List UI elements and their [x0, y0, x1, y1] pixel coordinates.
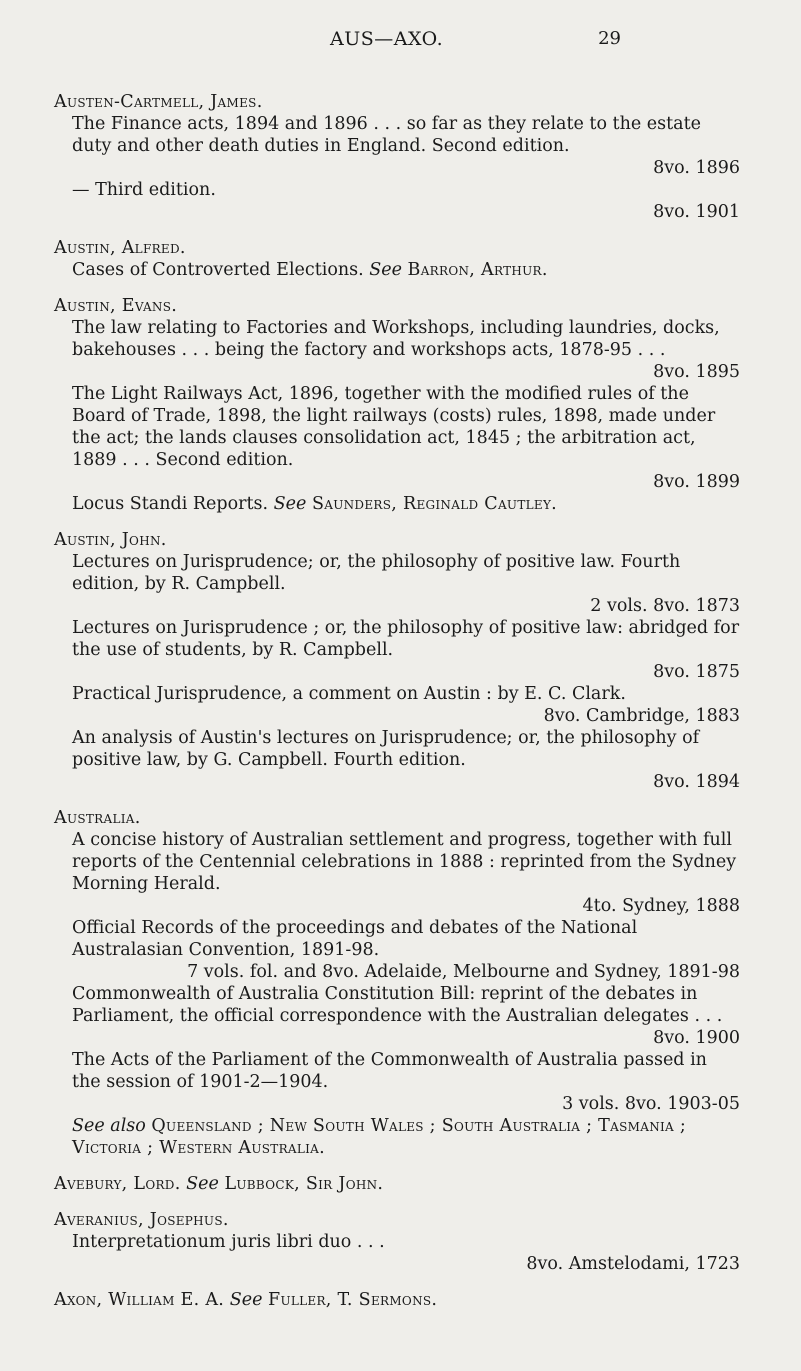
entry-heading-line: [54, 1209, 740, 1231]
item-imprint: 2 vols. 8vo. 1873: [590, 596, 740, 616]
entry-item: [54, 917, 740, 983]
entry-heading: Austin, Evans.: [54, 296, 178, 316]
page-number: 29: [598, 28, 621, 49]
item-title: Locus Standi Reports.: [72, 494, 269, 514]
item-title: The law relating to Factories and Workshops, including laundries, docks, bakehouses . . . being the factory and workshops acts, 1878-95 . . .: [72, 318, 720, 360]
catalogue-entry: [54, 1289, 740, 1311]
entry-heading: Austin, Alfred.: [54, 238, 186, 258]
entry-heading-line: [54, 237, 740, 259]
item-imprint: 8vo. 1894: [653, 772, 740, 792]
entry-heading: Australia.: [54, 808, 141, 828]
catalogue-entry: [54, 1209, 740, 1275]
entry-heading-line: [54, 529, 740, 551]
entry-item: [54, 1049, 740, 1115]
item-title: Practical Jurisprudence, a comment on Austin : by E. C. Clark.: [72, 684, 626, 704]
item-imprint: 3 vols. 8vo. 1903-05: [562, 1094, 740, 1114]
entry-heading: Avebury, Lord.: [54, 1174, 181, 1194]
item-title: — Third edition.: [72, 180, 216, 200]
running-head: AUS—AXO.: [330, 28, 444, 50]
item-title: The Light Railways Act, 1896, together with the modified rules of the Board of Trade, 1898, the light railways (costs) rules, 1898, made under the act; the lands clauses consolidation act, 1845 ; the arbitration act, 1889 . . . Second edition.: [72, 384, 716, 470]
item-imprint: 8vo. 1875: [653, 662, 740, 682]
entry-item: [54, 551, 740, 617]
entry-item: [54, 983, 740, 1049]
cross-reference: Fuller, T. Sermons.: [268, 1290, 438, 1310]
cross-reference: Lubbock, Sir John.: [224, 1174, 384, 1194]
entry-heading-line: [54, 91, 740, 113]
catalogue-entry: [54, 807, 740, 1159]
item-title: Interpretationum juris libri duo . . .: [72, 1232, 385, 1252]
item-title: Lectures on Jurisprudence ; or, the philosophy of positive law: abridged for the use of students, by R. Campbell.: [72, 618, 740, 660]
item-title: A concise history of Australian settlement and progress, together with full reports of the Centennial celebrations in 1888 : reprinted from the Sydney Morning Herald.: [72, 830, 737, 894]
entry-heading: Austin, John.: [54, 530, 167, 550]
item-imprint: 8vo. 1901: [653, 202, 740, 222]
item-imprint: 8vo. 1900: [653, 1028, 740, 1048]
catalogue-entries: [54, 91, 740, 1325]
entry-heading-line: [54, 807, 740, 829]
item-title: The Finance acts, 1894 and 1896 . . . so far as they relate to the estate duty and other death duties in England. Second edition.: [72, 114, 701, 156]
catalogue-entry: [54, 91, 740, 223]
catalogue-entry: [54, 295, 740, 515]
cross-reference: Saunders, Reginald Cautley.: [311, 494, 558, 514]
item-title: Lectures on Jurisprudence; or, the philosophy of positive law. Fourth edition, by R. Campbell.: [72, 552, 681, 594]
see-label: See: [229, 1290, 263, 1310]
item-title: Commonwealth of Australia Constitution Bill: reprint of the debates in Parliament, the official correspondence with the Australian delegates . . .: [72, 984, 723, 1026]
entry-heading-line: [54, 1289, 740, 1311]
item-title: Official Records of the proceedings and debates of the National Australasian Convention, 1891-98.: [72, 918, 638, 960]
entry-item: [54, 683, 740, 727]
cross-reference: Barron, Arthur.: [407, 260, 548, 280]
entry-item: [54, 829, 740, 917]
entry-heading: Austen-Cartmell, James.: [54, 92, 263, 112]
catalogue-entry: [54, 529, 740, 793]
entry-heading: Averanius, Josephus.: [54, 1210, 229, 1230]
entry-item: [54, 383, 740, 493]
entry-heading-line: [54, 1173, 740, 1195]
entry-item: [54, 493, 740, 515]
catalogue-entry: [54, 237, 740, 281]
item-title: The Acts of the Parliament of the Commonwealth of Australia passed in the session of 1901-2—1904.: [72, 1050, 707, 1092]
catalogue-entry: [54, 1173, 740, 1195]
entry-item: [54, 259, 740, 281]
item-imprint: 4to. Sydney, 1888: [582, 896, 740, 916]
entry-heading: Axon, William E. A.: [54, 1290, 225, 1310]
entry-item: [54, 113, 740, 179]
item-title: Cases of Controverted Elections.: [72, 260, 364, 280]
cross-reference: Queensland ; New South Wales ; South Australia ; Tasmania ; Victoria ; Western Australia.: [72, 1116, 687, 1158]
entry-item: [54, 1231, 740, 1275]
entry-item: [54, 179, 740, 223]
see-label: See: [273, 494, 307, 514]
item-imprint: 8vo. Amstelodami, 1723: [526, 1254, 740, 1274]
see-label: See: [369, 260, 402, 280]
see-label: See also: [72, 1116, 146, 1136]
see-label: See: [186, 1174, 219, 1194]
entry-heading-line: [54, 295, 740, 317]
page-header: [0, 28, 801, 58]
entry-item: [54, 727, 740, 793]
entry-item: [54, 617, 740, 683]
entry-item: [54, 1115, 740, 1159]
item-imprint: 8vo. 1896: [653, 158, 740, 178]
item-title: An analysis of Austin's lectures on Jurisprudence; or, the philosophy of positive law, by G. Campbell. Fourth edition.: [72, 728, 700, 770]
item-imprint: 8vo. Cambridge, 1883: [543, 706, 740, 726]
item-imprint: 8vo. 1895: [653, 362, 740, 382]
item-imprint: 8vo. 1899: [653, 472, 740, 492]
item-imprint: 7 vols. fol. and 8vo. Adelaide, Melbourne and Sydney, 1891-98: [187, 962, 740, 982]
entry-item: [54, 317, 740, 383]
